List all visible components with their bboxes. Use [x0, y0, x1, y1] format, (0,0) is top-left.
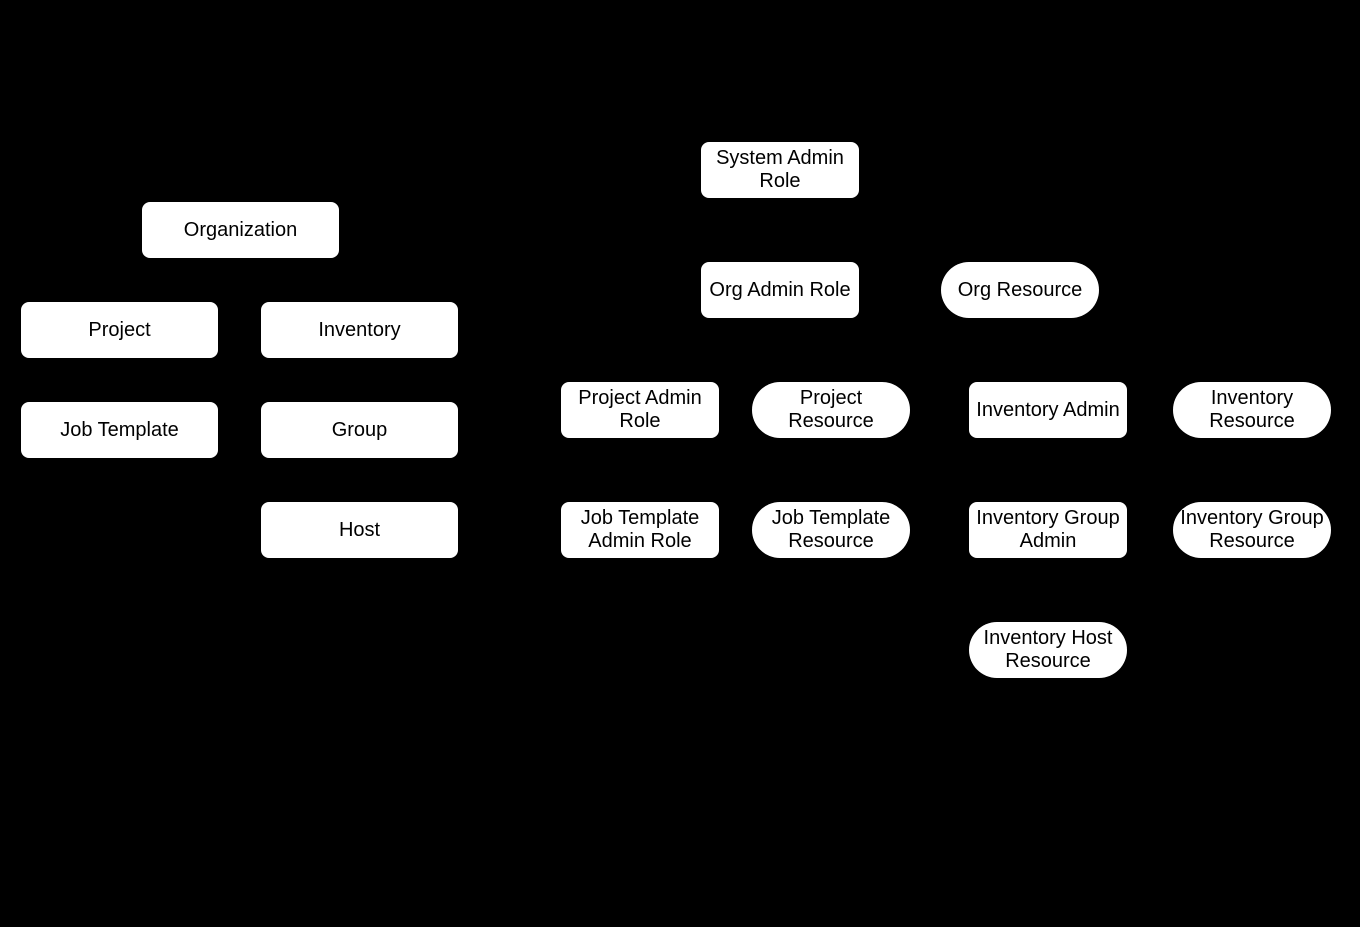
node-inventory: Inventory: [261, 302, 458, 358]
node-job-template: Job Template: [21, 402, 218, 458]
node-project-resource: Project Resource: [752, 382, 910, 438]
node-inventory-admin: Inventory Admin: [969, 382, 1127, 438]
node-group: Group: [261, 402, 458, 458]
node-org-admin-role: Org Admin Role: [701, 262, 859, 318]
node-job-template-admin-role: Job Template Admin Role: [561, 502, 719, 558]
node-inventory-host-resource: Inventory Host Resource: [969, 622, 1127, 678]
node-host: Host: [261, 502, 458, 558]
node-system-admin-role: System Admin Role: [701, 142, 859, 198]
node-job-template-resource: Job Template Resource: [752, 502, 910, 558]
node-project: Project: [21, 302, 218, 358]
node-inventory-resource: Inventory Resource: [1173, 382, 1331, 438]
node-organization: Organization: [142, 202, 339, 258]
node-org-resource: Org Resource: [941, 262, 1099, 318]
node-project-admin-role: Project Admin Role: [561, 382, 719, 438]
node-inventory-group-resource: Inventory Group Resource: [1173, 502, 1331, 558]
node-inventory-group-admin: Inventory Group Admin: [969, 502, 1127, 558]
